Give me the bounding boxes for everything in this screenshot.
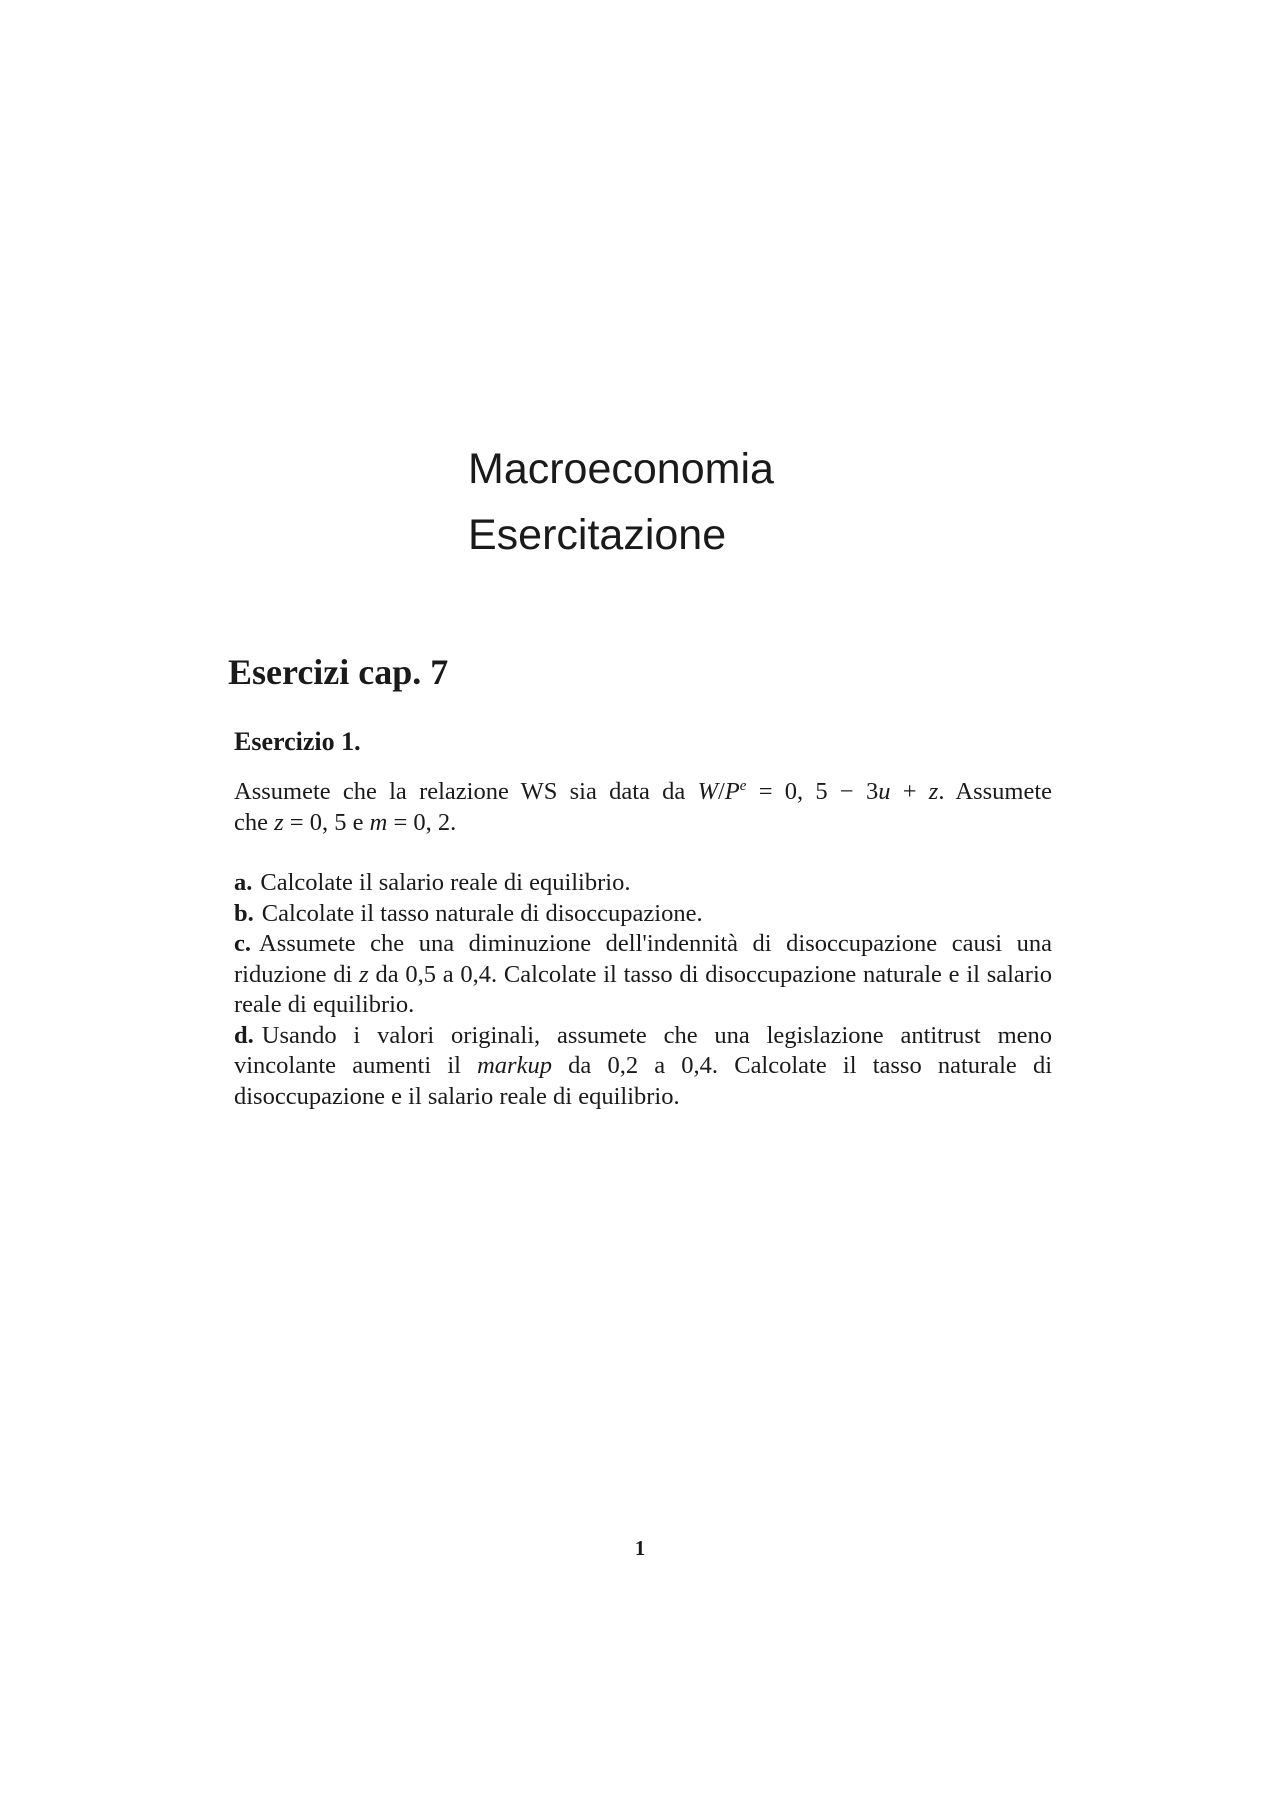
title-line-2: Esercitazione xyxy=(468,511,727,559)
exercise-heading: Esercizio 1. xyxy=(234,727,361,756)
math-plus: + xyxy=(890,778,929,805)
intro-text-3: che xyxy=(234,808,275,836)
question-a-letter: a. xyxy=(234,869,253,896)
m-value: = 0, 2. xyxy=(387,808,457,836)
question-c-text-after: da 0,5 a 0,4. Calcolate il tasso di disoccupazione naturale e il salario reale di equilibrio. xyxy=(234,960,1053,1018)
question-c-text-before: Assumete che una diminuzione dell'indennità di disoccupazione causi una riduzione di xyxy=(234,930,1052,988)
question-d xyxy=(234,1021,1052,1113)
exercise-body xyxy=(234,777,1052,1112)
intro-line-1 xyxy=(234,777,1052,808)
math-sup-e: e xyxy=(739,777,747,794)
question-b-text: Calcolate il tasso naturale di disoccupazione. xyxy=(261,899,703,927)
question-a-text: Calcolate il salario reale di equilibrio. xyxy=(260,869,631,896)
question-b xyxy=(234,899,1052,930)
math-u: u xyxy=(878,778,891,805)
math-w: W xyxy=(697,778,718,805)
page-number: 1 xyxy=(634,1536,646,1560)
math-p: P xyxy=(724,778,740,805)
question-list xyxy=(234,868,1052,1112)
question-c xyxy=(234,929,1052,1021)
math-rhs: = 0, 5 − 3 xyxy=(746,778,879,805)
intro-text-1: Assumete che la relazione WS sia data da xyxy=(234,778,698,805)
title-line-1: Macroeconomia xyxy=(468,445,774,493)
math-z: z xyxy=(928,778,939,805)
question-c-letter: c. xyxy=(234,930,251,957)
exercise-intro xyxy=(234,777,1052,838)
math-z-2: z xyxy=(274,808,284,836)
question-d-symbol: markup xyxy=(477,1052,552,1079)
question-d-text-before: Usando i valori originali, assumete che una legislazione antitrust meno vincolante aumenti il xyxy=(234,1021,1052,1079)
question-c-symbol: z xyxy=(359,960,369,988)
question-a xyxy=(234,868,1052,899)
document-title xyxy=(468,436,774,568)
z-value: = 0, 5 e xyxy=(283,808,370,836)
intro-text-2: . Assumete xyxy=(938,778,1052,805)
math-slash: / xyxy=(717,778,725,805)
intro-line-2 xyxy=(234,809,456,836)
question-b-letter: b. xyxy=(234,899,254,927)
question-d-letter: d. xyxy=(234,1021,254,1049)
question-d-text-after: da 0,2 a 0,4. Calcolate il tasso naturale di disoccupazione e il salario reale di equilibrio. xyxy=(234,1052,1052,1110)
section-heading: Esercizi cap. 7 xyxy=(228,652,449,692)
math-m: m xyxy=(369,808,388,836)
